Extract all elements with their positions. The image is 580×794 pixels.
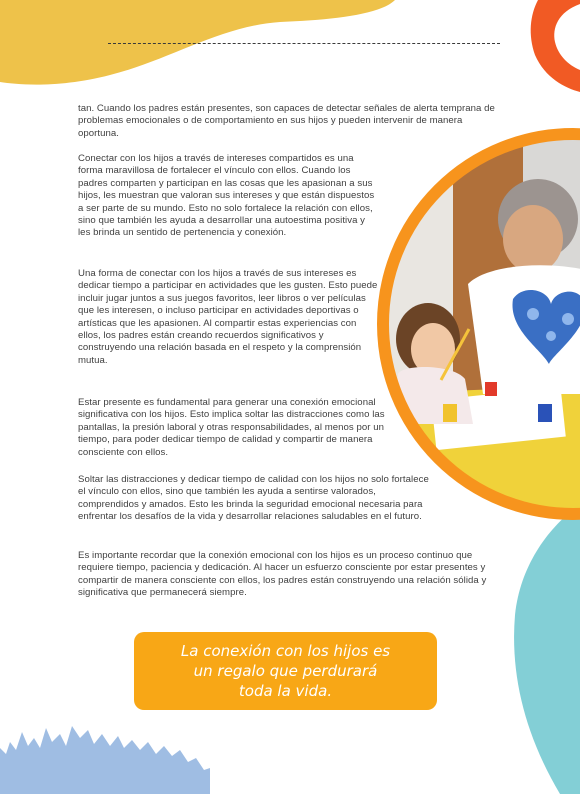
orange-ring-top-right — [520, 0, 580, 100]
paragraph-1: tan. Cuando los padres están presentes, son capaces de detectar señales de alerta temprana de problemas emocionales o de comportamiento en sus hijos y pueden intervenir de manera oportuna. — [78, 103, 495, 139]
paragraph-4: Estar presente es fundamental para generar una conexión emocional significativa con los hijos. Esto implica soltar las distracciones como las pantallas, la presión laboral y otras responsabilidades, al menos por un tiempo, para poder dedicar tiempo de calidad y compartir de manera consciente con ellos. — [78, 397, 385, 458]
quote-line: La conexión con los hijos es — [180, 642, 391, 660]
quote-callout — [134, 632, 437, 710]
paragraph-6: Es importante recordar que la conexión emocional con los hijos es un proceso continuo que requiere tiempo, paciencia y dedicación. Al hacer un esfuerzo consciente por estar presentes y compartir de manera consciente con ellos, los padres están construyendo una relación sólida y significativa que permanecerá siempre. — [78, 550, 487, 599]
paragraph-5: Soltar las distracciones y dedicar tiempo de calidad con los hijos no solo fortalece el vínculo con ellos, sino que también les ayuda a sentirse valorados, comprendidos y amados. Esto les brinda la seguridad emocional necesaria para enfrentar los desafíos de la vida y desarrollar relaciones saludables en el futuro. — [78, 474, 429, 523]
paragraph-3: Una forma de conectar con los hijos a través de sus intereses es dedicar tiempo a participar en actividades que les gusten. Esto puede incluir jugar juntos a sus juegos favoritos, leer libros o ver películas que les interesen, o incluso participar en actividades deportivas o artísticas que les apasionen. Al compartir estas experiencias con ellos, los padres están creando recuerdos significativos y construyendo una relación basada en el respeto y la comprensión mutua. — [78, 268, 378, 366]
header-dashed-line — [108, 43, 500, 44]
photo-container — [373, 124, 580, 524]
teal-blob-right — [480, 505, 580, 794]
yellow-blob-top-left — [0, 0, 420, 100]
mother-and-daughter-painting-photo — [373, 124, 580, 524]
quote-line: un regalo que perdurará — [193, 662, 378, 680]
quote-line: toda la vida. — [238, 682, 333, 700]
paragraph-2: Conectar con los hijos a través de intereses compartidos es una forma maravillosa de fortalecer el vínculo con ellos. Cuando los padres comparten y participan en las cosas que les apasionan a sus hijos, les muestran que valoran sus intereses y que están dispuestos a ser parte de su mundo. Esto no solo fortalece la relación con ellos, sino que también les ayuda a desarrollar una autoestima positiva y les brinda un sentido de pertenencia y conexión. — [78, 153, 375, 239]
blue-brush-bottom-left — [0, 720, 210, 794]
quote-text — [166, 641, 406, 701]
